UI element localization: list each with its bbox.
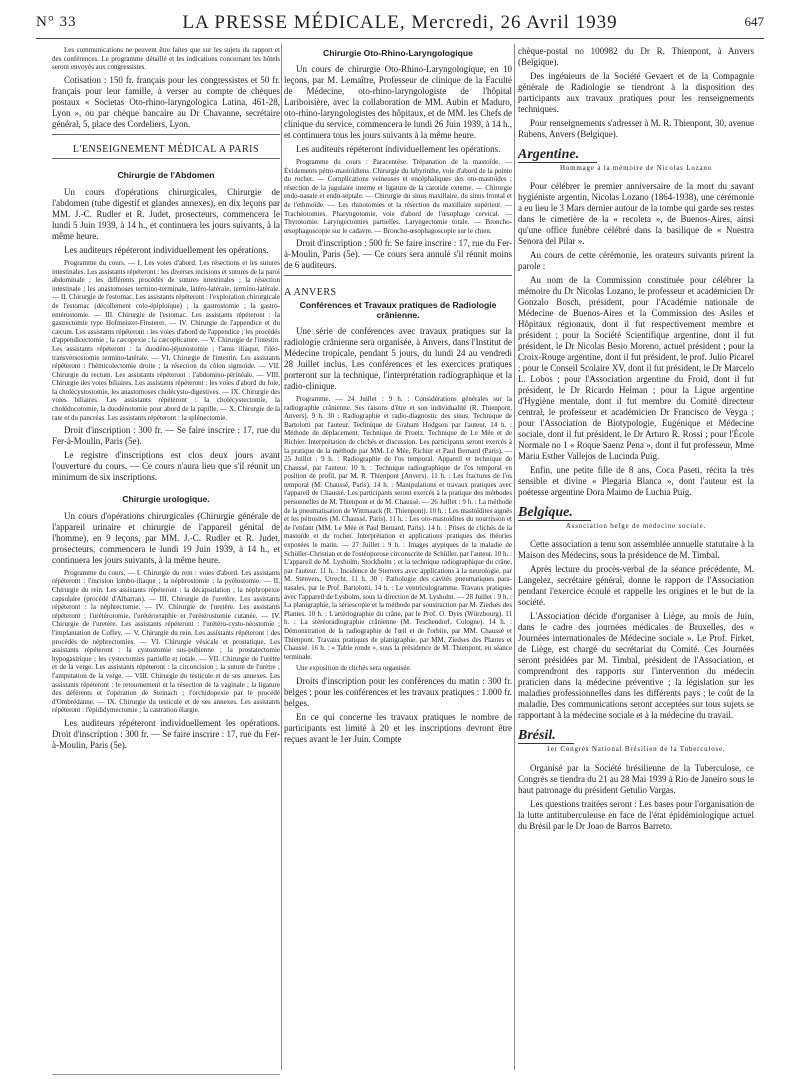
gevaert-paragraph: Des ingénieurs de la Société Gevaert et de la Compagnie générale de Radiologie se tiendront à la disposition des participants aux travaux pratiques pour les renseignements techniques. bbox=[518, 71, 754, 114]
bottom-rule bbox=[52, 1074, 280, 1075]
uro-end: Les auditeurs répéteront individuellement les opérations. Droit d'inscription : 300 fr. — Se faire inscrire : 17, rue du Fer-à-Moulin, Paris (5e). bbox=[52, 717, 280, 750]
issue-number: N° 33 bbox=[36, 14, 77, 30]
heading-orl: Chirurgie Oto-Rhino-Laryngologique bbox=[323, 48, 473, 58]
anvers-continuation: chèque-postal no 100982 du Dr R. Thienpont, à Anvers (Belgique). bbox=[518, 46, 754, 67]
heading-abdomen: Chirurgie de l'Abdomen bbox=[117, 170, 215, 181]
column-2 bbox=[284, 46, 512, 1076]
cotisation-paragraph: Cotisation : 150 fr. français pour les congressistes et 50 fr. français pour leur famille, à verser au compte de chèques postaux « Societas Oto-rhino-laryngologica Latina, 461-28, Lyon », ou par chèque bancaire au Dr Chavanne, secrétaire général, 5, place des Cordeliers, Lyon. bbox=[52, 74, 280, 129]
uro-programme: Programme du cours. — I. Chirurgie du rein : voies d'abord. Les assistants répéteront : l'incision lombo-iliaque ; la néphrostomie ; la pyélostomie. — II. Chirurgie du rein. Les assistants répéteront : la décapsulation ; la néphropexie capsulaire (procédé d'Albarran). — III. Chirurgie de l'uretère. Les assistants répéteront : la néphrectomie. — IV. Chirurgie de l'uretère. Les assistants répéteront : l'urétérotomie, l'urétérorraphie et l'urétérostomie cutanée. — IV. Chirurgie de l'uretère. Les assistants répéteront : l'urétéro-cysto-néostomie ; l'implantation de Coffey. — V. Chirurgie du rein. Les assistants répéteront : des procédés de néphrectomies. — VI. Chirurgie vésicale et prostatique. Les assistants répéteront : la cystostomie sus-pubienne ; la prostatectomie hypogastrique ; les cystectomies partielle et totale. — VII. Chirurgie de l'urètre et de la verge. Les assistants répéteront : la circoncision ; la suture de l'urètre ; l'amputation de la verge. — VIII. Chirurgie du testicule et de ses annexes. Les assistants répéteront : le retournement et la résection de la vaginale ; la ligature des déférents et l'opération de Steinach ; l'orchidopexie par le procédé d'Ombrédanne. — IX. Chirurgie du testicule et de ses annexes. Les assistants répéteront : l'épididymectomie ; la castration élargie. bbox=[52, 568, 280, 715]
heading-argentine bbox=[518, 147, 754, 162]
argentine-paragraph-1: Pour célébrer le premier anniversaire de la mort du savant hygiéniste argentin, Nicolas Lozano (1864-1938), une cérémonie a eu lieu le 3 Mars dernier autour de la tombe qui garde ses restes dans le cimetière de la « recoleta », de Buenos-Aires, ainsi qu'une office funèbre célébré dans la basilique de « Nuestra Senora del Pilar ». bbox=[518, 181, 754, 247]
argentine-paragraph-2: Au cours de cette cérémonie, les orateurs suivants prirent la parole : bbox=[518, 250, 754, 272]
column-divider-1 bbox=[281, 44, 282, 1070]
belgique-label: Belgique. bbox=[518, 505, 591, 521]
argentine-paragraph-4: Enfin, une petite fille de 8 ans, Coca Paseti, récita la très sensible et divine « Plegaria Blanca », dont l'auteur est la poétesse argentine Dora Maimo de Luchia Puig. bbox=[518, 465, 754, 498]
orl-programme: Programme du cours : Paracentèse. Trépanation de la mastoïde. — Évidements pétro-mastoïdiens. Chirurgie du labyrinthe, voie d'abord de la pointe du rocher. — Complications veineuses et encéphaliques des oto-mastoïdes ; résection de la jugulaire interne et ligature de la carotide externe. — Chirurgie endo-nasale et endo-septale. — Chirurgie du sinus maxillaire, du sinus frontal et de l'ethmoïde. — Les rhinotomies et la résection du maxillaire supérieur. — Trachéotomies. Pharyngotomie, voie d'abord de l'œsophage cervical. — Thyrotomie. Laryngectomies partielles. Laryngectomie totale. — Broncho-œsophagoscopie sur le cadavre. — Broncho-œsophagoscopie sur le chien. bbox=[284, 158, 512, 235]
column-divider-2 bbox=[514, 44, 515, 1070]
masthead-title: LA PRESSE MÉDICALE, Mercredi, 26 Avril 1939 bbox=[182, 12, 618, 33]
subheading-lozano: Hommage a la mémoire de Nicolas Lozano bbox=[559, 163, 713, 172]
belgique-paragraph-1: Cette association a tenu son assemblée annuelle statutaire à la Maison des Médecins, sous la présidence de M. Timbal. bbox=[518, 539, 754, 561]
page-number: 647 bbox=[744, 14, 764, 29]
subheading-anvers: Conférences et Travaux pratiques de Radiologie crânienne. bbox=[299, 299, 497, 320]
section-rule bbox=[52, 158, 280, 159]
subheading-congres-bresilien: 1er Congrès National Brésilien de la Tuberculose. bbox=[546, 744, 726, 753]
column-3 bbox=[518, 46, 754, 1076]
anvers-programme: Programme. — 24 Juillet : 9 h. : Considérations générales sur la radiographie crânienne. Ses raisons d'être et son individualité (R. Thienpont, Anvers). 9 h. 30 : Radiographie et radio-diagnostic des sinus. Technique de Bartolotti par l'auteur. Technique de Graham Hodgson par l'auteur. 14 h. : Méthode de déplacement. Technique de Proetz. Technique de Le Mée et de Richier. Interprétation de clichés et discussion. Les participants seront exercés à la pratique de la méthode par MM. Le Mée, Richier et Paul Bernard (Paris). — 25 Juillet : 9 h. : Radiographie de l'os temporal. Appareil et technique de Chaussé, par l'auteur. 10 h. : Technique radiographique de l'os temporal en position de profil, par M. R. Thienpont (Anvers). 11 h. : Les fractures de l'os temporal (M. Chaussé, Paris). 14 h. : Manipulations et travaux pratiques avec l'appareil de Chaussé. Les participants seront exercés à la pratique des méthodes personnelles de M. Thienpont et de M. Chaussé. — 26 Juillet : 9 h. : La méthode de la pneumatisation de Wittmaack (R. Thienpont). 10 h. : Les mastoïdites aiguës et les pétrosites (M. Chaussé, Paris). 11 h. : Les oto-mastoïdites du nourrisson et de l'enfant (MM. Le Mée et Paul Bernard, Paris). 14 h. : Prises de clichés de la mastoïde et du rocher. Interprétation et applications pratiques des théories exposées le matin. — 27 Juillet : 9 h. : Images atypiques de la maladie de Schüller-Christian et de l'ostéoporose circonscrite de Schüller, par l'auteur. 10 h. : L'appareil de M. Lysholm, Stockholm ; et la technique radiographique du crâne, par l'auteur. 11 h. : Incidence de Stenvers avec applications à la neurologie, par M. Stenvers, Utrecht. 11 h. 30 : Pathologie des cavités pneumatiques para-nasales, par le Prof. Bartolotti, 14 h. : Le ventriculogramme. Travaux pratiques avec l'appareil de Lysholm, sous la direction de M. Lysholm. — 28 Juillet : 9 h. : La planigraphie, la sériescopie et la méthode par soustraction par M. Ziedses des Plantes. 10 h. : L'artériographie du crâne, par le Prof. O. Dyes (Würzbourg). 11 h. : La stéréoradiographie crânienne (M. Teschendorf, Cologne). 14 h. : Démonstration de la radiographie de l'œil et de l'orbite, par MM. Chaussé et Thienpont. Travaux pratiques de planigraphie, par MM. Ziedses des Plantes et Chaussé. 16 h. : « Table ronde », sous la présidence de M. Thienpont, en séance terminale. bbox=[284, 394, 512, 661]
heading-anvers: A ANVERS bbox=[284, 287, 337, 299]
subheading-association-belge: Association belge de médecine sociale. bbox=[565, 521, 707, 530]
belgique-paragraph-3: L'Association décide d'organiser à Liège, au mois de Juin, dans le cadre des journées médicales de Bruxelles, des « Journées internationales de Médecine sociale ». Le Prof. Firket, de Liège, est chargé du secrétariat du Comité. Ces Journées seront présidées par M. Timbal, président de l'Association, et comprendront des rapports sur l'intervention du médecin praticien dans la médecine préventive ; la législation sur les maladies professionnelles dans les différents pays ; le coût de la maladie. Des communications seront acceptées sur tous sujets se rapportant à la médecine sociale et à la médecine du travail. bbox=[518, 611, 754, 721]
section-rule bbox=[284, 275, 512, 276]
abdomen-droit: Droit d'inscription : 300 fr. — Se faire inscrire : 17, rue du Fer-à-Moulin, Paris (5e). bbox=[52, 425, 280, 447]
abdomen-registre: Le registre d'inscriptions est clos deux jours avant l'ouverture du cours. — Ce cours n'aura lieu que s'il réunit un minimum de six inscriptions. bbox=[52, 450, 280, 483]
anvers-limite: En ce qui concerne les travaux pratiques le nombre de participants est limité à 20 et les inscriptions devront être reçues avant le 1er Juin. Compte bbox=[284, 711, 512, 744]
heading-belgique bbox=[518, 505, 754, 521]
orl-paragraph: Un cours de chirurgie Oto-Rhino-Laryngologique, en 10 leçons, par M. Lemaître, Professeur de clinique de la Faculté de Médecine, oto-rhino-laryngologiste de l'hôpital Lariboisière, avec la collaboration de MM. Aubin et Maduro, oto-rhino-laryngologistes des hôpitaux, et de MM. les Chefs de clinique du service, commencera le lundi 26 Juin 1939, à 14 h., et continuera tous les jours suivants à la même heure. bbox=[284, 64, 512, 140]
bresil-paragraph-1: Organisé par la Société brésilienne de la Tuberculose, ce Congrès se tiendra du 21 au 28 Mai 1939 à Rio de Janeiro sous le haut patronage du président Getulio Vargas. bbox=[518, 762, 754, 795]
abdomen-auditeurs: Les auditeurs répéteront individuellement les opérations. bbox=[64, 244, 269, 255]
congress-intro: Les communications ne peuvent être faites que sur les sujets du rapport et des conférences. Le programme détaillé et les indications concernant les hôtels seront envoyés aux congressistes. bbox=[52, 46, 280, 72]
column-1 bbox=[52, 46, 280, 1076]
belgique-paragraph-2: Après lecture du procès-verbal de la séance précédente, M. Langelez, secrétaire général, donne le rapport de l'Association pendant l'exercice écoulé et rappelle les origines et le but de la société. bbox=[518, 564, 754, 608]
argentine-label: Argentine. bbox=[518, 147, 597, 163]
page-header bbox=[36, 12, 764, 36]
abdomen-paragraph: Un cours d'opérations chirurgicales, Chirurgie de l'abdomen (tube digestif et glandes annexes), en dix leçons par MM. J.-C. Rudler et R. Judet, prosecteurs, commencera le lundi 5 Juin 1939, à 14 h., et continuera les jours suivants, à la même heure. bbox=[52, 186, 280, 241]
abdomen-programme: Programme du cours. — I. Les voies d'abord. Les résections et les sutures intestinales. Les assistants répéteront : les diverses incisions et sutures de la paroi abdominale ; les différents procédés de sutures intestinales ; la résection intestinale ; les anastomoses termino-terminale, latéro-latérale, termino-latérale. — II. Chirurgie de l'estomac. Les assistants répéteront : l'exploration chirurgicale de l'estomac (décollement colo-épiploïque) ; la gastrostomie ; la gastro-entérostomie. — III. Chirurgie de l'estomac. Les assistants répéteront : la gastrectomie type Hofmeister-Finsterer. — IV. Chirurgie de l'appendice et du cæcum. Les assistants répéteront : les voies d'abord de l'appendice ; les procédés d'appendicectomie ; la cæcopexie ; la cæcoplicature. — V. Chirurgie de l'intestin. Les assistants répéteront : la duodéno-jéjunostomie ; l'anus iliaque, l'iléo-transversostomie termino-latérale. — VI. Chirurgie de l'intestin. Les assistants répéteront : l'hémicolectomie droite ; la résection du côlon sigmoïde. — VII. Chirurgie du rectum. Les assistants répéteront : l'abdomino-périnéale. — VIII. Chirurgie des voies biliaires. Les assistants répéteront : les voies d'abord du foie, la cholécystostomie, les anastomoses cholécysto-digestives. — IX. Chirurgie des voies biliaires. Les assistants répéteront : la cholécystectomie, la cholédocotomie, la duodénotomie pour abord de la papille. — X. Chirurgie de la rate et du pancréas. Les assistants répéteront : la splénectomie. bbox=[52, 258, 280, 422]
anvers-paragraph: Une série de conférences avec travaux pratiques sur la radiologie crânienne sera organisée, à Anvers, dans l'Institut de Médecine tropicale, pendant 5 jours, du lundi 24 au vendredi 28 Juillet inclus. Les conférences et les exercices pratiques porteront sur la technique, l'interprétation radiographique et la radio-clinique. bbox=[284, 325, 512, 391]
orl-auditeurs: Les auditeurs répéteront individuellement les opérations. bbox=[296, 144, 501, 154]
uro-paragraph: Un cours d'opérations chirurgicales (Chirurgie générale de l'appareil urinaire et chirurgie de l'appareil génital de l'homme), en 9 leçons, par MM. J.-C. Rudler et R. Judet, prosecteurs, commencera le lundi 19 Juin 1939, à 14 h., et continuera les jours suivants, à la même heure. bbox=[52, 510, 280, 565]
section-title-enseignement: L'ENSEIGNEMENT MÉDICAL A PARIS bbox=[72, 143, 260, 155]
heading-bresil bbox=[518, 728, 754, 744]
anvers-exposition: Une exposition de clichés sera organisée. bbox=[296, 664, 412, 673]
anvers-droits: Droits d'inscription pour les conférences du matin : 300 fr. belges ; pour les conférences et les travaux pratiques : 1.000 fr. belges. bbox=[284, 675, 512, 708]
bresil-label: Brésil. bbox=[518, 728, 574, 744]
orl-droit: Droit d'inscription : 500 fr. Se faire inscrire : 17, rue du Fer-à-Moulin, Paris (5e). — Ce cours sera annulé s'il réunit moins de 6 auditeurs. bbox=[284, 238, 512, 271]
header-rule bbox=[36, 38, 764, 39]
renseignements-paragraph: Pour renseignements s'adresser à M. R. Thienpont, 30, avenue Rubens, Anvers (Belgique). bbox=[518, 118, 754, 139]
heading-urologique: Chirurgie urologique. bbox=[122, 494, 210, 505]
argentine-paragraph-3: Au nom de la Commission constituée pour célébrer la mémoire du Dr Nicolas Lozano, le professeur et académicien Dr Gonzalo Bosch, président, pour l'Académie nationale de Médecine de Buenos-Aires et la Commission des Asiles et Hôpitaux régionaux, dont il fut respectivement membre et président ; pour la Société Scientifique argentine, dont il fut président, le Dr Nicolas Besio Moreno, actuel président ; pour la Croix-Rouge argentine, dont il fut président, le prof. Julio Picarel ; pour le Conseil Scolaire XV, dont il fut président, le Dr Marcelo L. Lobos ; pour l'Association argentine du Froid, dont il fut président, le Dr Ricardo Helman ; pour la Ligue argentine d'Hygiène mentale, dont il fut membre du Comité directeur central, le professeur et académicien Dr Francisco de Veyga ; pour l'Association de Biotypologie, Eugénique et Médecine sociale, dont il fut président, le Dr Arturo R. Rossi ; pour l'École Normale no 1 « Roque Saenz Pena », dont il fut professeur, Mme Maria Esther Vallejos de Lucinda Puig. bbox=[518, 275, 754, 462]
section-rule bbox=[52, 134, 280, 135]
bresil-paragraph-2: Les questions traitées seront : Les bases pour l'organisation de la lutte antituberculeuse en face de l'état épidémiologique actuel du Brésil par le Dr Joao de Barros Barreto. bbox=[518, 798, 754, 831]
